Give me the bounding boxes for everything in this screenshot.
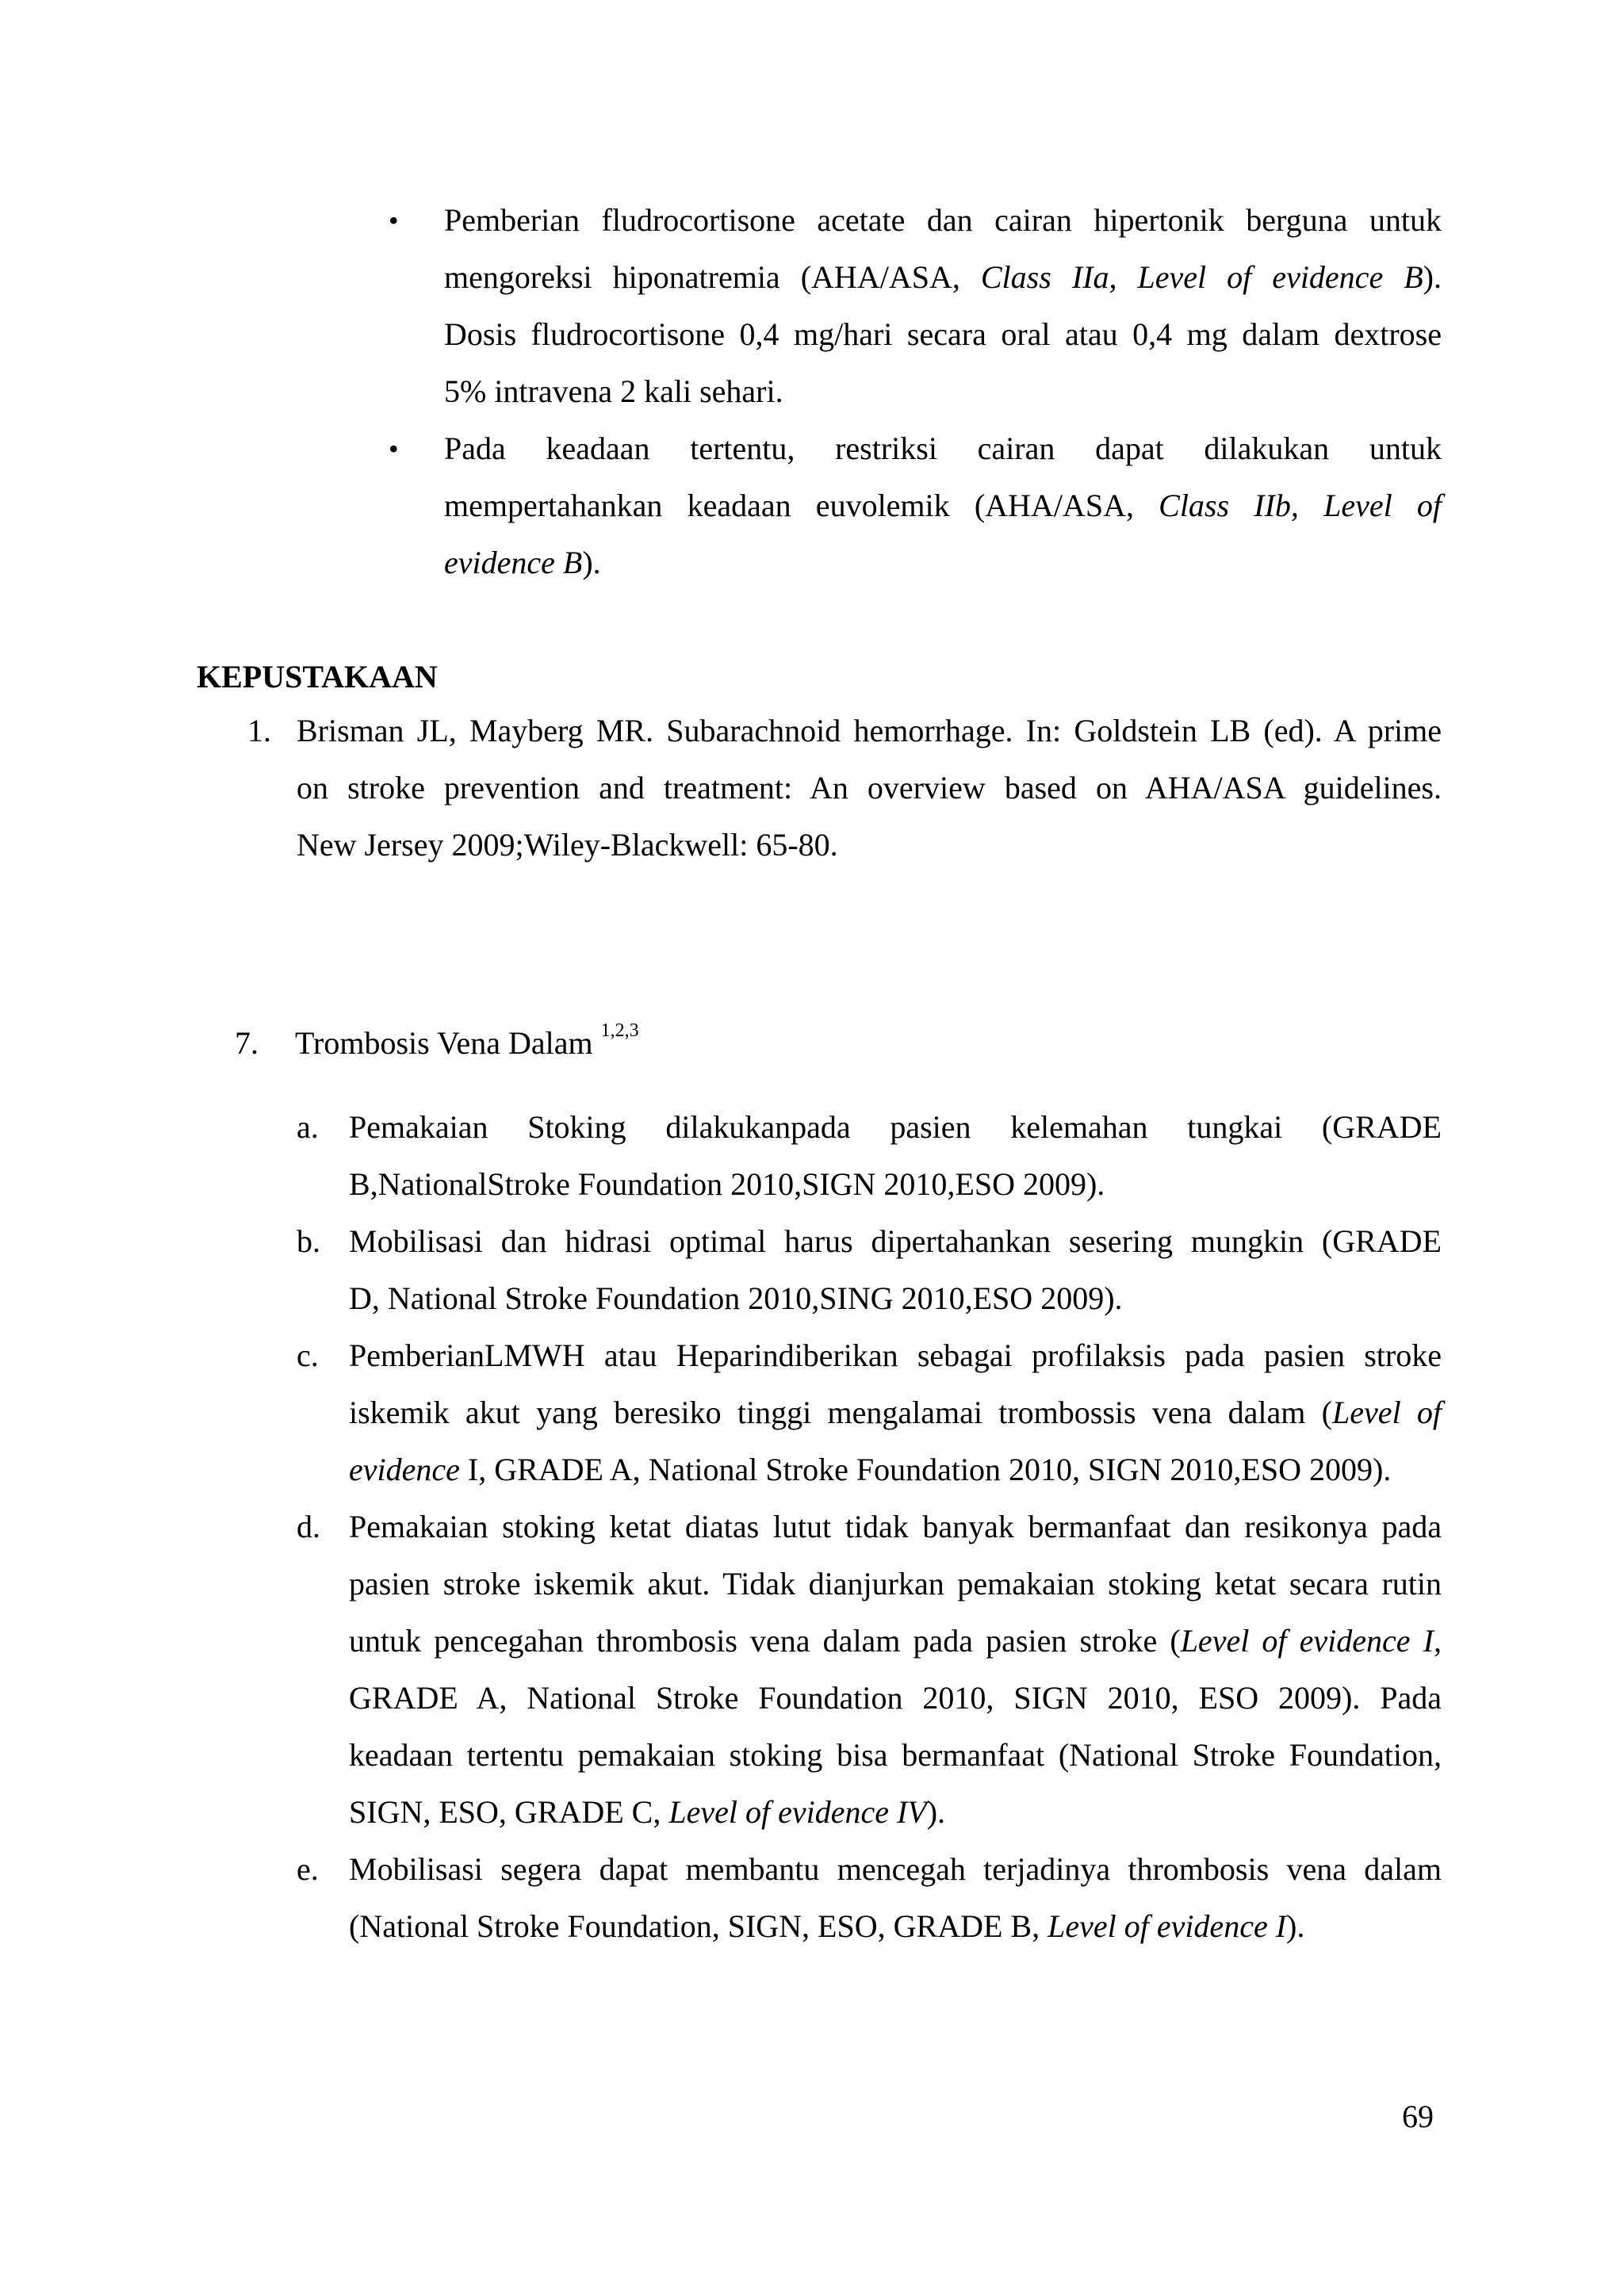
item-line xyxy=(349,1670,1442,1727)
item-line xyxy=(349,1327,1442,1384)
recommendation-item xyxy=(293,1498,1442,1841)
reference-line: New Jersey 2009;Wiley-Blackwell: 65-80. xyxy=(297,827,838,863)
bullet-line xyxy=(444,192,1442,249)
text: I, GRADE A, National Stroke Foundation 2010, SIGN 2010,ESO 2009). xyxy=(459,1452,1392,1487)
item-line xyxy=(349,1213,1442,1270)
text: B,NationalStroke Foundation 2010,SIGN 2010,ESO 2009). xyxy=(349,1166,1105,1202)
text: untuk pencegahan thrombosis vena dalam pada pasien stroke ( xyxy=(349,1623,1181,1659)
bullet-item xyxy=(389,192,1442,420)
text: (National Stroke Foundation, SIGN, ESO, GRADE B, xyxy=(349,1908,1048,1944)
item-line xyxy=(349,1784,1442,1841)
text: Dosis fludrocortisone 0,4 mg/hari secara oral atau 0,4 mg dalam dextrose xyxy=(444,316,1442,352)
page-number: 69 xyxy=(1402,2099,1434,2134)
italic-text: evidence B xyxy=(444,545,583,580)
text: Mobilisasi segera dapat membantu mencegah terjadinya thrombosis vena dalam xyxy=(349,1851,1442,1887)
text: , xyxy=(1434,1623,1442,1659)
italic-text: evidence xyxy=(349,1452,460,1487)
italic-text: Level of evidence I xyxy=(1048,1908,1287,1944)
recommendation-item xyxy=(293,1841,1442,1955)
text: Pemakaian Stoking dilakukanpada pasien kelemahan tungkai (GRADE xyxy=(349,1109,1442,1145)
bullet-line xyxy=(444,477,1442,534)
bullet-line xyxy=(444,420,1442,477)
text: ). xyxy=(582,545,601,580)
bullet-list xyxy=(389,192,1442,591)
item-line xyxy=(349,1384,1442,1441)
reference-item xyxy=(230,702,1442,874)
item-letter: c. xyxy=(297,1337,319,1373)
italic-text: Level of evidence IV xyxy=(668,1794,927,1830)
reference-line: Brisman JL, Mayberg MR. Subarachnoid hemorrhage. In: Goldstein LB (ed). A prime xyxy=(297,713,1442,748)
section-title: Trombosis Vena Dalam xyxy=(295,1025,593,1061)
bullet-line xyxy=(444,306,1442,363)
text: ). xyxy=(1423,259,1442,295)
item-line xyxy=(349,1727,1442,1784)
bullet-item xyxy=(389,420,1442,591)
bullet-icon: • xyxy=(389,205,399,236)
section-heading xyxy=(235,1015,639,1072)
item-line xyxy=(349,1099,1442,1156)
recommendation-item xyxy=(293,1327,1442,1498)
reference-number: 1. xyxy=(247,713,271,748)
item-line xyxy=(349,1898,1442,1955)
bullet-icon: • xyxy=(389,433,399,465)
text: mempertahankan keadaan euvolemik (AHA/ASA, xyxy=(444,488,1159,523)
text: GRADE A, National Stroke Foundation 2010, SIGN 2010, ESO 2009). Pada xyxy=(349,1680,1442,1716)
bullet-line xyxy=(444,534,1442,591)
item-line xyxy=(349,1441,1442,1498)
text: SIGN, ESO, GRADE C, xyxy=(349,1794,669,1830)
item-line xyxy=(349,1841,1442,1898)
text: PemberianLMWH atau Heparindiberikan sebagai profilaksis pada pasien stroke xyxy=(349,1337,1442,1373)
italic-text: Level of evidence I xyxy=(1180,1623,1434,1659)
bullet-line xyxy=(444,363,1442,420)
italic-text: Level of xyxy=(1331,1395,1442,1430)
reference-list xyxy=(230,702,1442,874)
text: ). xyxy=(1286,1908,1305,1944)
text: D, National Stroke Foundation 2010,SING 2010,ESO 2009). xyxy=(349,1280,1123,1316)
section-citation: 1,2,3 xyxy=(600,1020,639,1041)
item-line xyxy=(349,1498,1442,1556)
recommendation-list xyxy=(293,1099,1442,1955)
text: mengoreksi hiponatremia (AHA/ASA, xyxy=(444,259,981,295)
item-letter: b. xyxy=(297,1223,320,1259)
text: keadaan tertentu pemakaian stoking bisa bermanfaat (National Stroke Foundation, xyxy=(349,1737,1442,1773)
section-number: 7. xyxy=(235,1025,259,1061)
item-line xyxy=(349,1556,1442,1613)
italic-text: Class IIa, Level of evidence B xyxy=(980,259,1423,295)
item-letter: e. xyxy=(297,1851,319,1887)
reference-line: on stroke prevention and treatment: An overview based on AHA/ASA guidelines. xyxy=(297,770,1442,806)
item-letter: d. xyxy=(297,1509,320,1544)
recommendation-item xyxy=(293,1099,1442,1213)
recommendation-item xyxy=(293,1213,1442,1327)
italic-text: Class IIb, Level of xyxy=(1159,488,1442,523)
item-letter: a. xyxy=(297,1109,319,1145)
text: pasien stroke iskemik akut. Tidak dianjurkan pemakaian stoking ketat secara rutin xyxy=(349,1566,1442,1601)
text: 5% intravena 2 kali sehari. xyxy=(444,373,783,409)
text: Pada keadaan tertentu, restriksi cairan dapat dilakukan untuk xyxy=(444,430,1442,466)
text: Pemberian fludrocortisone acetate dan cairan hipertonik berguna untuk xyxy=(444,202,1442,238)
item-line xyxy=(349,1613,1442,1670)
item-line xyxy=(349,1156,1442,1213)
bullet-line xyxy=(444,249,1442,306)
item-line xyxy=(349,1270,1442,1327)
text: iskemik akut yang beresiko tinggi mengalamai trombossis vena dalam ( xyxy=(349,1395,1332,1430)
text: Pemakaian stoking ketat diatas lutut tidak banyak bermanfaat dan resikonya pada xyxy=(349,1509,1442,1544)
text: ). xyxy=(926,1794,946,1830)
references-heading: KEPUSTAKAAN xyxy=(197,659,438,695)
text: Mobilisasi dan hidrasi optimal harus dipertahankan sesering mungkin (GRADE xyxy=(349,1223,1442,1259)
